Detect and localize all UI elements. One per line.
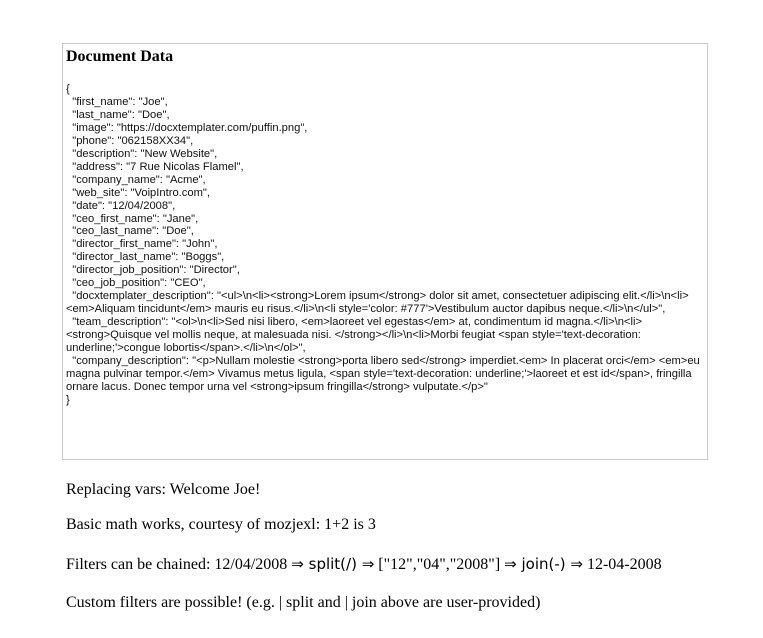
arrow-icon: ⇒ <box>361 555 375 573</box>
filters-line <box>66 555 662 574</box>
document-data-json: { "first_name": "Joe", "last_name": "Doe", "image": "https://docxtemplater.com/puffin.png", "phone": "062158XX34", "description": "New Website", "address": "7 Rue Nicolas Flamel", "company_name": "Acme", "web_site": "VoipIntro.com", "date": "12/04/2008", "ceo_first_name": "Jane", "ceo_last_name": "Doe", "director_first_name": "John", "director_last_name": "Boggs", "director_job_position": "Director", "ceo_job_position": "CEO", "docxtemplater_description": "<ul>\n<li><strong>Lorem ipsum</strong> dolor sit amet, consectetuer adipiscing elit.</li>\n<li><em>Aliquam tincidunt</em> mauris eu risus.</li>\n<li style='color: #777'>Vestibulum auctor dapibus neque.</li>\n</ul>", "team_description": "<ol>\n<li>Sed nisi libero, <em>laoreet vel egestas</em> at, condimentum id magna.</li>\n<li><strong>Quisque vel mollis neque, at malesuada nisi. </strong></li>\n<li>Morbi feugiat <span style='text-decoration: underline;'>congue lobortis</span>.</li>\n</ol>", "company_description": "<p>Nullam molestie <strong>porta libero sed</strong> imperdiet.<em> In placerat orci</em> <em>eu magna pulvinar tempor.</em> Vivamus metus ligula, <span style='text-decoration: underline;'>laoreet et est id</span>, fringilla ornare lacus. Donec tempor urna vel <strong>ipsum fringilla</strong> vulputate.</p>" } <box>66 83 700 406</box>
join-result: 12-04-2008 <box>582 556 662 573</box>
custom-filters-line: Custom filters are possible! (e.g. | split and | join above are user-provided) <box>66 594 541 611</box>
split-filter: split(/) <box>303 555 362 573</box>
arrow-icon: ⇒ <box>291 555 304 573</box>
arrow-icon: ⇒ <box>504 555 517 573</box>
document-data-title: Document Data <box>66 48 174 65</box>
document-data-panel <box>62 43 708 460</box>
replacing-vars-line: Replacing vars: Welcome Joe! <box>66 481 261 498</box>
arrow-icon: ⇒ <box>570 555 583 573</box>
split-result: ["12","04","2008"] <box>374 556 505 573</box>
join-filter: join(-) <box>516 555 571 573</box>
filters-prefix: Filters can be chained: 12/04/2008 <box>66 556 292 573</box>
math-line: Basic math works, courtesy of mozjexl: 1+2 is 3 <box>66 516 376 533</box>
